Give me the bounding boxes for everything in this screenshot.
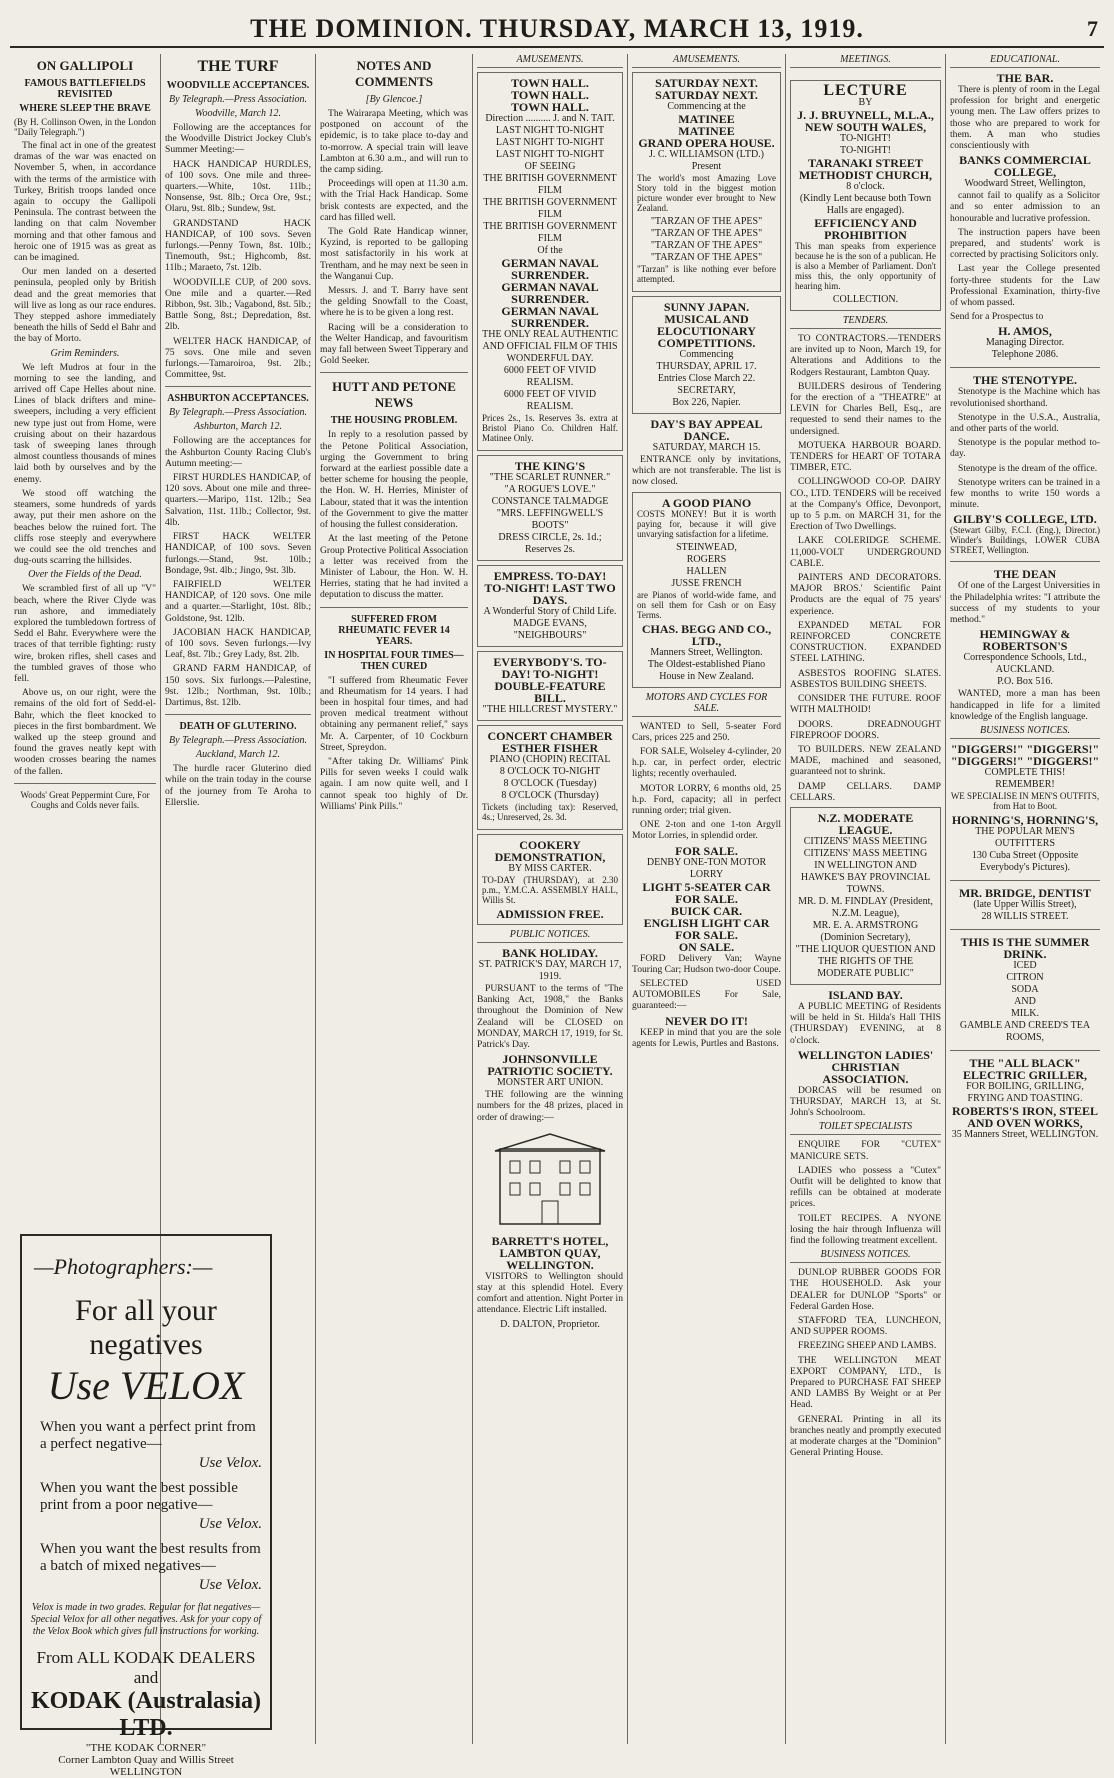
ad-line: "DIGGERS!" "DIGGERS!"	[950, 741, 1100, 756]
ad-line: BUICK CAR.	[670, 903, 743, 918]
empress-ad	[477, 565, 623, 647]
ad-line: GRAND OPERA HOUSE.	[638, 136, 775, 150]
ad-line: LAST NIGHT TO-NIGHT	[495, 149, 605, 160]
newspaper-page	[10, 8, 1104, 1778]
velox-line: When you want the best results from a batch of mixed negatives—	[40, 1541, 261, 1574]
ad-line: ON SALE.	[678, 939, 735, 954]
velox-note: Velox is made in two grades. Regular for flat negatives—Special Velox for all other negatives. Ask for your copy of the Velox Book which gives full instructions for working.	[30, 1602, 262, 1637]
ad-line: 8 O'CLOCK (Thursday)	[501, 790, 599, 801]
column-gallipoli	[10, 54, 160, 1224]
column-amusements-1	[473, 54, 627, 1744]
paragraph: Racing will be a consideration to the Welter Handicap, and favouritism may fall between Sweet Tipperary and Gold Seeker.	[320, 321, 468, 367]
kodak-name: KODAK (Australasia) LTD.	[31, 1688, 261, 1741]
column-educational	[946, 54, 1104, 1744]
ad-line: LAST NIGHT TO-NIGHT	[495, 125, 605, 136]
ad-line: ROGERS	[686, 553, 727, 565]
grand-opera-ad	[632, 72, 781, 292]
section-subhead: DEATH OF GLUTERINO.	[179, 721, 297, 733]
ad-line: GERMAN NAVAL SURRENDER.	[501, 256, 599, 282]
ad-line: JUSSE FRENCH	[671, 577, 742, 589]
paragraph: In reply to a resolution passed by the Petone Political Association, urging the Government to bring forward at the earliest possible date a better scheme for housing the people, the Hon. W. H. Herries, Minister of Labour, stated that it was the intention of the Government to give the matter of housing the fullest consideration.	[320, 429, 468, 531]
ad-line: 6000 FEET OF VIVID REALISM.	[503, 365, 597, 388]
section-header: MEETINGS.	[790, 54, 941, 68]
ad-line: ENGLISH LIGHT CAR FOR SALE.	[643, 915, 770, 942]
ad-line: Tickets (including tax): Reserved, 4s.; Unreserved, 2s. 3d.	[482, 802, 618, 822]
paragraph: "I suffered from Rheumatic Fever and Rheumatism for 14 years. I had been in hospital four times, and had proven medical treatment without obtaining any permanent relief," says Mr. A. Carpenter, of 10 Cockburn Street, Spreydon.	[320, 674, 468, 753]
ad-line: TO-NIGHT!	[840, 133, 891, 144]
ad-line: ROBERTS'S IRON, STEEL AND OVEN WORKS,	[952, 1103, 1098, 1130]
ad-line: HALLEN	[686, 565, 727, 577]
ad-line: Manners Street, Wellington.	[650, 646, 763, 658]
ad-line: COOKERY DEMONSTRATION,	[494, 838, 606, 864]
ad-line: CONCERT CHAMBER	[487, 729, 613, 743]
masthead	[10, 8, 1104, 48]
ad-line: SATURDAY NEXT.	[655, 88, 758, 102]
ad-line: SODA	[1011, 983, 1039, 995]
competitions-ad	[632, 296, 781, 414]
ad-line: THE BAR.	[996, 71, 1054, 85]
ad-line: HORNING'S, HORNING'S,	[951, 812, 1099, 827]
paragraph: Stenotype is the popular method to-day.	[950, 437, 1100, 460]
paragraph: The Gold Rate Handicap winner, Kyzind, is reported to be galloping most satisfactorily in his work at Trentham, and he may next be seen in the Wanganui Cup.	[320, 226, 468, 282]
dateline: Ashburton, March 12.	[194, 421, 282, 433]
section-subhead: IN HOSPITAL FOUR TIMES—THEN CURED	[324, 649, 464, 672]
ad-line: 8 O'CLOCK (Tuesday)	[503, 778, 597, 789]
kodak-city: WELLINGTON	[109, 1766, 183, 1778]
section-header: BUSINESS NOTICES.	[790, 1249, 941, 1263]
paragraph: ENQUIRE FOR "CUTEX" MANICURE SETS.	[790, 1139, 941, 1162]
ad-line: AUCKLAND.	[995, 664, 1055, 676]
ad-line: Direction .......... J. and N. TAIT.	[485, 113, 615, 124]
paragraph: DOORS. DREADNOUGHT FIREPROOF DOORS.	[790, 718, 941, 741]
ad-line: 35 Manners Street, WELLINGTON.	[951, 1128, 1099, 1140]
section-subhead: Over the Fields of the Dead.	[28, 569, 142, 581]
column-amusements-2	[628, 54, 785, 1744]
ad-line: J. C. WILLIAMSON (LTD.)	[649, 149, 764, 160]
article-heading: ON GALLIPOLI	[36, 58, 134, 73]
ad-line: TARANAKI STREET METHODIST CHURCH,	[798, 156, 933, 182]
paragraph: Stenotype in the U.S.A., Australia, and other parts of the world.	[950, 411, 1100, 435]
ad-line: Present	[691, 161, 722, 172]
paragraph: Stenotype is the dream of the office.	[958, 462, 1098, 474]
ad-line: THE ONLY REAL AUTHENTIC AND OFFICIAL FILM OF THIS WONDERFUL DAY.	[482, 329, 618, 364]
ad-line: DAY'S BAY APPEAL DANCE.	[650, 417, 763, 443]
ad-line: "TARZAN OF THE APES"	[650, 216, 763, 227]
ad-line: H. AMOS,	[998, 324, 1052, 339]
ad-line: CITRON	[1006, 971, 1044, 983]
paragraph: STAFFORD TEA, LUNCHEON, AND SUPPER ROOMS.	[790, 1314, 941, 1338]
paragraph: LADIES who possess a "Cutex" Outfit will be delighted to know that refills can be obtained at moderate prices.	[790, 1164, 941, 1210]
kodak-address: Corner Lambton Quay and Willis Street	[58, 1754, 234, 1766]
ad-line: THE "ALL BLACK" ELECTRIC GRILLER,	[962, 1055, 1088, 1082]
paragraph: FIRST HURDLES HANDICAP, of 120 sovs. About one mile and three-quarters.—Maripo, 11st. 12lb.; Sea Salvation, 11st. 11lb.; Collector, 9st. 4lb.	[165, 472, 311, 528]
ad-line: MR. E. A. ARMSTRONG (Dominion Secretary),	[812, 919, 919, 943]
paragraph: DAMP CELLARS. DAMP CELLARS.	[790, 780, 941, 803]
ad-line: Commencing	[679, 349, 734, 360]
ad-line: HEMINGWAY & ROBERTSON'S	[979, 627, 1071, 654]
paragraph: DORCAS will be resumed on THURSDAY, MARCH 13, at St. John's Schoolroom.	[790, 1084, 941, 1119]
ad-line: GERMAN NAVAL SURRENDER.	[501, 280, 599, 306]
paragraph: FORD Delivery Van; Wayne Touring Car; Hudson two-door Coupe.	[632, 952, 781, 975]
paragraph: The instruction papers have been prepared, and students' work is corrected by practising Solicitors only.	[950, 226, 1100, 261]
page-number: 7	[1087, 16, 1098, 41]
paragraph: GENERAL Printing in all its branches neatly and promptly executed at moderate charges at the "Dominion" General Printing House.	[790, 1413, 941, 1459]
paragraph: There is plenty of room in the Legal profession for bright and energetic young men. The Law offers prizes to those who are prepared to work for them. A man who studies conscientiously with	[950, 84, 1100, 152]
dateline: Woodville, March 12.	[195, 108, 281, 119]
ad-line: TOWN HALL.	[511, 100, 589, 114]
column-turf	[161, 54, 315, 1224]
lecture-title: LECTURE	[823, 82, 908, 99]
paragraph: WANTED to Sell, 5-seater Ford Cars, prices 225 and 250.	[632, 720, 781, 743]
meetings-body	[786, 76, 945, 1744]
section-heading: HUTT AND PETONE NEWS	[332, 379, 456, 411]
divider	[950, 1050, 1100, 1051]
paragraph: FIRST HACK WELTER HANDICAP, of 100 sovs. Seven furlongs.—Stand, 9st. 10lb.; Bondage, 9st. 4lb.; Jingo, 9st. 3lb.	[165, 531, 311, 576]
paragraph: GRAND FARM HANDICAP, of 150 sovs. Six furlongs.—Palestine, 9st. 12lb.; Northman, 9st. 10lb.; Dartimus, 8st. 12lb.	[165, 663, 311, 708]
paragraph: GRANDSTAND HACK HANDICAP, of 100 sovs. Seven furlongs.—Penny Town, 8st. 10lb.; Tinemouth, 9st.; Highcomb, 8st. 11lb.; Maraeto, 7st. 12lb.	[165, 217, 311, 274]
article-subheading: WHERE SLEEP THE BRAVE	[19, 103, 151, 114]
ad-line: "NEIGHBOURS"	[513, 630, 587, 641]
velox-line: When you want the best possible print from a poor negative—	[40, 1480, 238, 1513]
ad-line: "THE SCARLET RUNNER."	[489, 472, 611, 483]
ad-line: WELLINGTON LADIES' CHRISTIAN ASSOCIATION.	[797, 1047, 934, 1086]
ad-line: 8 o'clock.	[846, 181, 885, 192]
ad-line: OF SEEING	[524, 161, 576, 172]
ad-line: THURSDAY, APRIL 17.	[656, 361, 757, 372]
ad-line: SUNNY JAPAN.	[663, 300, 750, 314]
ad-line: MUSICAL AND ELOCUTIONARY COMPETITIONS.	[657, 312, 756, 350]
dateline: Auckland, March 12.	[195, 749, 281, 761]
piano-ad	[632, 492, 781, 688]
ad-line: 8 O'CLOCK TO-NIGHT	[499, 766, 601, 777]
paragraph: We stood off watching the steamers, some hundreds of yards away, put their men ashore on the beaches below the ruined fort. The cliffs rose steeply and everywhere we could see the old trenches and dug-outs scarring the hillsides.	[14, 487, 156, 567]
paragraph: TO BUILDERS. NEW ZEALAND MADE, machined and seasoned, guaranteed not to shrink.	[790, 743, 941, 778]
velox-sig: Use Velox.	[198, 1516, 262, 1532]
ad-line: THE DEAN	[993, 567, 1057, 582]
velox-from-all: From ALL KODAK DEALERS and	[36, 1648, 256, 1687]
ad-line: N.Z. MODERATE LEAGUE.	[817, 810, 914, 837]
ad-line: EVERYBODY'S. TO-DAY! TO-NIGHT! DOUBLE-FEATURE BILL.	[493, 655, 607, 705]
divider	[950, 880, 1100, 881]
paragraph: HACK HANDICAP HURDLES, of 100 sovs. One mile and three-quarters.—White, 10st. 11lb.; Nonsense, 9st. 8lb.; Orca Ore, 9st.; Olaru, 9st. 8lb.; Sundew, 9st.	[165, 158, 311, 215]
ad-line: SATURDAY NEXT.	[655, 76, 758, 90]
ad-line: PIANO (CHOPIN) RECITAL	[489, 754, 611, 765]
ad-line: Correspondence Schools, Ltd.,	[963, 652, 1087, 664]
divider	[320, 607, 468, 608]
paragraph: The hurdle racer Gluterino died while on the train today in the course of the journey from Te Aroha to Ellerslie.	[165, 763, 311, 808]
section-subhead: ASHBURTON ACCEPTANCES.	[167, 393, 309, 405]
velox-sig: Use Velox.	[198, 1577, 262, 1593]
article-subheading: FAMOUS BATTLEFIELDS REVISITED	[24, 78, 146, 100]
ad-line: ICED	[1013, 959, 1037, 971]
ad-line: Box 226, Napier.	[672, 397, 741, 408]
ad-line: TOWN HALL.	[511, 88, 589, 102]
paragraph: PAINTERS AND DECORATORS. MAJOR BROS.' Scientific Paint Products are the equal of 75 years' experience.	[790, 572, 941, 617]
ad-line: TO-DAY (THURSDAY), at 2.30 p.m., Y.M.C.A. ASSEMBLY HALL, Willis St.	[482, 875, 618, 905]
divider	[950, 367, 1100, 368]
byline: By Telegraph.—Press Association.	[169, 407, 307, 419]
ad-line: SECRETARY,	[677, 385, 736, 396]
ad-line: EMPRESS. TO-DAY! TO-NIGHT! LAST TWO DAYS.	[484, 569, 616, 607]
paragraph: We left Mudros at four in the morning to see the landing, and arrived off Cape Helles about nine. Lines of black drifters and mine-sweepers, including a very efficient new type just out from Home, were cruising about on their hazardous task of sweeping lanes through almost countless thousands of mines laid both by ourselves and by the enemy.	[14, 361, 156, 485]
section-subhead: Grim Reminders.	[50, 347, 120, 359]
divider	[165, 714, 311, 715]
paragraph: TO CONTRACTORS.—TENDERS are invited up to Noon, March 19, for Alterations and Additions to the Rodgers Restaurant, Lambton Quay.	[790, 333, 941, 378]
paragraph: The Wairarapa Meeting, which was postponed on account of the epidemic, is to take place to-day and to-morrow. A special train will leave Lambton at 6.30 a.m., and will run to the camp siding.	[320, 108, 468, 176]
paragraph: cannot fail to qualify as a Solicitor and so enter admission to an honourable and lucrative profession.	[950, 190, 1100, 224]
ad-line: AND	[1014, 995, 1036, 1007]
paragraph: "After taking Dr. Williams' Pink Pills for seven weeks I could walk again. I am now quite well, and I cannot speak too highly of Dr. Williams' Pink Pills."	[320, 755, 468, 812]
paragraph: Stenotype writers can be trained in a few months to write 150 words a minute.	[950, 476, 1100, 511]
paragraph: A PUBLIC MEETING of Residents will be held in St. Hilda's Hall THIS (THURSDAY) EVENING, at 8 o'clock.	[790, 1000, 941, 1046]
ad-line: COLLECTION.	[832, 294, 899, 305]
divider	[950, 561, 1100, 562]
ad-line: Prices 2s., 1s. Reserves 3s. extra at Bristol Piano Co. Children Half. Matinee Only.	[482, 413, 618, 443]
masthead-title: THE DOMINION. THURSDAY, MARCH 13, 1919.	[250, 14, 864, 43]
divider	[320, 372, 468, 373]
ad-line: MILK.	[1010, 1007, 1040, 1019]
cookery-ad	[477, 834, 623, 925]
concert-chamber-ad	[477, 725, 623, 830]
ad-line: Of the	[537, 245, 563, 256]
paragraph: TOILET RECIPES. A NYONE losing the hair through Influenza will find the following treatment excellent.	[790, 1212, 941, 1246]
ad-line: "TARZAN OF THE APES"	[650, 228, 763, 239]
paragraph: ENTRANCE only by invitations, which are not transferable. The list is now closed.	[632, 454, 781, 488]
velox-line: When you want a perfect print from a perfect negative—	[40, 1419, 256, 1452]
section-header: MOTORS AND CYCLES FOR SALE.	[632, 692, 781, 717]
ad-line: Commencing at the	[667, 101, 746, 112]
paragraph: BUILDERS desirous of Tendering for the erection of a "THEATRE" at LEVIN for Charles Bell, Esq., are requested to send their names to the undersigned.	[790, 380, 941, 437]
ad-line: IN WELLINGTON AND HAWKE'S BAY PROVINCIAL TOWNS.	[800, 859, 931, 895]
ad-line: 130 Cuba Street (Opposite Everybody's Pictures).	[971, 849, 1079, 873]
ad-line: FOR BOILING, GRILLING, FRYING AND TOASTING.	[966, 1080, 1084, 1104]
ad-line: BARRETT'S HOTEL, LAMBTON QUAY, WELLINGTON.	[491, 1233, 609, 1272]
paragraph: COLLINGWOOD CO-OP. DAIRY CO., LTD. TENDERS will be received at the Company's Office, Devonport, up to 5 p.m. on MARCH 31, for the Erection of Two Dwellings.	[790, 476, 941, 533]
ad-line: CITIZENS' MASS MEETING	[803, 835, 928, 847]
article-heading: THE TURF	[197, 58, 279, 75]
ad-line: "A ROGUE'S LOVE."	[504, 484, 596, 495]
ad-line: LIGHT 5-SEATER CAR FOR SALE.	[642, 879, 771, 906]
ad-line: ADMISSION FREE.	[496, 907, 604, 921]
peppermint-ad: Woods' Great Peppermint Cure, For Coughs and Colds never fails.	[20, 789, 150, 810]
ad-line: MONSTER ART UNION.	[496, 1077, 604, 1089]
moderate-league-ad	[790, 807, 941, 985]
ad-line: CONSTANCE TALMADGE	[491, 496, 609, 507]
ad-line: The Oldest-established Piano House in New Zealand.	[647, 658, 766, 682]
ad-line: COMPLETE THIS!	[984, 766, 1066, 778]
ad-line: DENBY ONE-TON MOTOR LORRY	[646, 856, 767, 880]
article-heading: NOTES AND COMMENTS	[355, 58, 433, 89]
section-header: AMUSEMENTS.	[477, 54, 623, 68]
ad-line: "TARZAN OF THE APES"	[650, 240, 763, 251]
paragraph: Send for a Prospectus to	[950, 311, 1044, 323]
ad-line: TOWN HALL.	[511, 76, 589, 90]
ad-line: TO-NIGHT!	[840, 145, 891, 156]
ad-line: Managing Director.	[985, 337, 1065, 349]
byline: By Telegraph.—Press Association.	[169, 94, 307, 105]
divider	[950, 929, 1100, 930]
ad-line: THE BRITISH GOVERNMENT FILM	[483, 197, 617, 220]
ad-line: Woodward Street, Wellington,	[964, 178, 1086, 190]
ad-line: THIS IS THE SUMMER DRINK.	[960, 934, 1090, 961]
paragraph: LAKE COLERIDGE SCHEME. 11,000-VOLT UNDERGROUND CABLE.	[790, 535, 941, 569]
ad-line: A GOOD PIANO	[661, 495, 752, 510]
ad-line: CHAS. BEGG AND CO., LTD.,	[641, 621, 772, 648]
town-hall-ad	[477, 72, 623, 451]
paragraph: The final act in one of the greatest dramas of the war was enacted on November 5, when, in accordance with the terms of the armistice with Turkey, British troops landed once again to occupy the Gallipoli Peninsula. The contrast between the landing on that calm November morning and that other famous and heroic one of 1915 was as great as can be imagined.	[14, 140, 156, 264]
ad-line: BY	[858, 97, 873, 108]
paragraph: Above us, on our right, were the remains of the old fort of Sedd-el-Bahr, which the fleet knocked to pieces in the first bombardment. We walked up the steep ground and found the graves neatly kept with wooden crosses bearing the names of the fallen.	[14, 687, 156, 777]
ad-line: 6000 FEET OF VIVID REALISM.	[503, 389, 597, 412]
ad-line: "Tarzan" is like nothing ever before attempted.	[637, 264, 776, 284]
paragraph: WANTED, more a man has been handicapped in life for a limited knowledge of the English language.	[950, 688, 1100, 722]
paragraph: Our men landed on a deserted peninsula, peopled only by British dead and the great memories that will live as long as our race endures. They stepped ashore immediately beneath the hills of Sedd el Bahr and the bay of Morto.	[14, 266, 156, 345]
section-header: AMUSEMENTS.	[632, 54, 781, 68]
section-header: BUSINESS NOTICES.	[950, 725, 1100, 739]
ad-line: GAMBLE AND CREED'S TEA ROOMS,	[959, 1019, 1091, 1043]
paragraph: SELECTED USED AUTOMOBILES For Sale, guaranteed:—	[632, 978, 781, 1012]
ad-line: P.O. Box 516.	[997, 676, 1053, 688]
byline: By Telegraph.—Press Association.	[169, 735, 307, 747]
ad-line: Telephone 2086.	[991, 349, 1059, 361]
hotel-illustration	[480, 1129, 620, 1229]
paragraph: Following are the acceptances for the Woodville District Jockey Club's Summer Meeting:—	[165, 122, 311, 156]
ad-line: MR. BRIDGE, DENTIST	[958, 885, 1092, 900]
divider	[165, 386, 311, 387]
ad-line: THE KING'S	[514, 459, 586, 473]
ad-line: MADGE EVANS,	[513, 618, 587, 629]
paragraph: VISITORS to Wellington should stay at this splendid Hotel. Every comfort and attention. Night Porter in attendance. Electric Lift installed.	[477, 1270, 623, 1316]
velox-photographers: —Photographers:—	[34, 1254, 213, 1279]
ad-line: 28 WILLIS STREET.	[981, 910, 1069, 922]
ad-line: NEVER DO IT!	[665, 1013, 748, 1028]
ad-line: SATURDAY, MARCH 15.	[652, 442, 761, 453]
ad-line: ISLAND BAY.	[828, 987, 903, 1002]
paragraph: CONSIDER THE FUTURE. ROOF WITH MALTHOID!	[790, 693, 941, 716]
paragraph: THE WELLINGTON MEAT EXPORT COMPANY, LTD., Is Prepared to PURCHASE FAT SHEEP AND LAMBS By Weight or at Per Head.	[790, 1354, 941, 1411]
paragraph: Following are the acceptances for the Ashburton County Racing Club's Autumn meeting:—	[165, 435, 311, 469]
ad-line: "THE LIQUOR QUESTION AND THE RIGHTS OF THE MODERATE PUBLIC"	[795, 943, 936, 979]
ad-line: are Pianos of world-wide fame, and on sell them for Cash or on Easy Terms.	[637, 589, 776, 620]
paragraph: WELTER HACK HANDICAP, of 75 sovs. One mile and seven furlongs.—Tamaroiroa, 9st. 2lb.; Committee, 9st.	[165, 335, 311, 381]
column-notes	[316, 54, 472, 1744]
ad-line: BANKS COMMERCIAL COLLEGE,	[959, 153, 1091, 180]
ad-line: (late Upper Willis Street),	[973, 898, 1077, 910]
paragraph: WOODVILLE CUP, of 200 sovs. One mile and a quarter.—Red Ribbon, 9st. 3lb.; Vagabond, 8st. 5lb.; Battle Song, 8st.; Depredation, 8st. 2lb.	[165, 276, 311, 333]
ad-line: A Wonderful Story of Child Life.	[483, 606, 617, 617]
ad-line: "TARZAN OF THE APES"	[650, 252, 763, 263]
ad-line: MATINEE	[678, 112, 735, 126]
divider	[14, 783, 156, 784]
ad-line: THE BRITISH GOVERNMENT FILM	[483, 221, 617, 244]
ad-line: BANK HOLIDAY.	[502, 946, 598, 960]
paragraph: EXPANDED METAL FOR REINFORCED CONCRETE CONSTRUCTION. EXPANDED STEEL LATHING.	[790, 619, 941, 665]
ad-line: The world's most Amazing Love Story told in the biggest motion picture wonder ever brought to New Zealand.	[637, 173, 776, 213]
section-subhead: SUFFERED FROM RHEUMATIC FEVER 14 YEARS.	[338, 613, 450, 647]
paragraph: DUNLOP RUBBER GOODS FOR THE HOUSEHOLD. Ask your DEALER for DUNLOP "Sports" or Federal Garden Hose.	[790, 1267, 941, 1312]
ad-line: GILBY'S COLLEGE, LTD.	[953, 512, 1097, 527]
ad-line: (Stewart Gilby, F.C.I. (Eng.), Director.) Winder's Buildings, LOWER CUBA STREET, Wellington.	[950, 525, 1100, 556]
section-subhead: THE HOUSING PROBLEM.	[330, 415, 458, 427]
paragraph: ASBESTOS ROOFING SLATES. ASBESTOS BUILDING SHEETS.	[790, 667, 941, 690]
ad-line: "THE HILLCREST MYSTERY."	[482, 704, 618, 715]
ad-line: REMEMBER!	[995, 778, 1055, 790]
ad-line: "DIGGERS!" "DIGGERS!"	[950, 753, 1100, 768]
ad-line: J. J. BRUYNELL, M.L.A., NEW SOUTH WALES,	[797, 108, 934, 134]
ad-line: BY MISS CARTER.	[508, 863, 592, 874]
section-header: EDUCATIONAL.	[950, 54, 1100, 68]
paragraph: Last year the College presented forty-three students for the Law Professional Examination, thirty-five of whom passed.	[950, 263, 1100, 309]
ad-line: LAST NIGHT TO-NIGHT	[495, 137, 605, 148]
kings-theatre-ad	[477, 455, 623, 561]
everybodys-ad	[477, 651, 623, 721]
byline: (By H. Collinson Owen, in the London "Daily Telegraph.")	[14, 117, 156, 137]
paragraph: PURSUANT to the terms of "The Banking Act, 1908," the Banks throughout the Dominion of New Zealand will be CLOSED on MONDAY, MARCH 17, 1919, for St. Patrick's Day.	[477, 983, 623, 1051]
paragraph: MOTOR LORRY, 6 months old, 25 h.p. Ford, capacity; all in perfect running order; trial given.	[632, 782, 781, 817]
paragraph: At the last meeting of the Petone Group Protective Political Association a letter was received from the Minister of Labour, the Hon. W. H. Herries, stating that he had invited a deputation to discuss the matter.	[320, 533, 468, 601]
ad-line: THE BRITISH GOVERNMENT FILM	[483, 173, 617, 196]
paragraph: Proceedings will open at 11.30 a.m. with the Trial Hack Handicap. Some brisk contests are expected, and the card has filled well.	[320, 178, 468, 223]
kodak-corner: "THE KODAK CORNER"	[85, 1742, 207, 1754]
ad-line: Entries Close March 22.	[657, 373, 756, 384]
velox-use: Use VELOX	[47, 1363, 245, 1408]
paragraph: KEEP in mind that you are the sole agents for Lewis, Purtles and Bastons.	[632, 1026, 781, 1049]
velox-for-all: For all your negatives	[75, 1294, 217, 1361]
ad-line: "MRS. LEFFINGWELL'S BOOTS"	[496, 508, 604, 531]
paragraph: FREEZING SHEEP AND LAMBS.	[798, 1340, 937, 1352]
section-header: TENDERS.	[790, 315, 941, 329]
ad-line: JOHNSONVILLE PATRIOTIC SOCIETY.	[487, 1052, 613, 1079]
ad-line: MR. D. M. FINDLAY (President, N.Z.M. League),	[798, 895, 933, 919]
ad-line: DRESS CIRCLE, 2s. 1d.; Reserves 2s.	[498, 532, 602, 555]
ad-line: EFFICIENCY AND PROHIBITION	[814, 216, 917, 242]
ad-line: ST. PATRICK'S DAY, MARCH 17, 1919.	[478, 959, 622, 982]
paragraph: Stenotype is the Machine which has revolutionised shorthand.	[950, 386, 1100, 409]
section-header: PUBLIC NOTICES.	[477, 929, 623, 943]
ad-line: FOR SALE.	[675, 843, 738, 858]
paragraph: FAIRFIELD WELTER HANDICAP, of 120 sovs. One mile and a quarter.—Starlight, 10st. 8lb.; Goldstone, 9st. 12lb.	[165, 578, 311, 624]
section-header: TOILET SPECIALISTS	[790, 1121, 941, 1135]
paragraph: Of one of the Largest Universities in the Philadelphia writes: "I attribute the success of my students to your method."	[950, 580, 1100, 626]
velox-sig: Use Velox.	[198, 1455, 262, 1471]
paragraph: THE following are the winning numbers for the 48 prizes, placed in order of drawing:—	[477, 1089, 623, 1123]
ad-line: COSTS MONEY! But it is worth paying for, because it will give unvarying satisfaction for a lifetime.	[637, 508, 776, 539]
ad-line: (Kindly Lent because both Town Halls are engaged).	[799, 193, 932, 216]
paragraph: MOTUEKA HARBOUR BOARD. TENDERS for HEART OF TOTARA TIMBER, ETC.	[790, 439, 941, 474]
paragraph: JACOBIAN HACK HANDICAP, of 100 sovs. Seven furlongs.—Ivy Leaf, 8st. 7lb.; Grey Lady, 8st. 2lb.	[165, 626, 311, 661]
paragraph: Messrs. J. and T. Barry have sent the gelding Snowfall to the Coast, where he is to be given a long rest.	[320, 285, 468, 319]
ad-line: STEINWEAD,	[676, 541, 737, 553]
section-subhead: WOODVILLE ACCEPTANCES.	[166, 80, 310, 91]
ad-line: GERMAN NAVAL SURRENDER.	[501, 304, 599, 330]
ad-line: THE STENOTYPE.	[972, 373, 1078, 388]
ad-line: MATINEE	[678, 124, 735, 138]
paragraph: We scrambled first of all up "V" beach, where the River Clyde was run ashore, and immediately explored the tumbledown fortress of Sedd el Bahr. Everywhere were the traces of that terrible fighting: rusty wire, broken rifles, shell cases and the tumbled graves of those who fell.	[14, 583, 156, 684]
ad-line: This man speaks from experience because he is the son of a publican. He is also a Member of Parliament. Don't miss this, the only opportunity of hearing him.	[795, 241, 936, 291]
paragraph: FOR SALE, Wolseley 4-cylinder, 20 h.p. car, in perfect order, electric lights; recently overhauled.	[632, 746, 781, 780]
velox-advertisement	[20, 1234, 272, 1778]
lecture-ad	[790, 80, 941, 311]
ad-line: WE SPECIALISE IN MEN'S OUTFITS, from Hat to Boot.	[950, 790, 1100, 811]
ad-line: CITIZENS' MASS MEETING	[803, 847, 928, 859]
ad-line: THE POPULAR MEN'S OUTFITTERS	[975, 825, 1075, 849]
ad-line: ESTHER FISHER	[501, 741, 599, 755]
ad-line: D. DALTON, Proprietor.	[500, 1318, 600, 1330]
paragraph: ONE 2-ton and one 1-ton Argyll Motor Lorries, in splendid order.	[632, 819, 781, 842]
byline: [By Glencoe.]	[365, 94, 423, 105]
